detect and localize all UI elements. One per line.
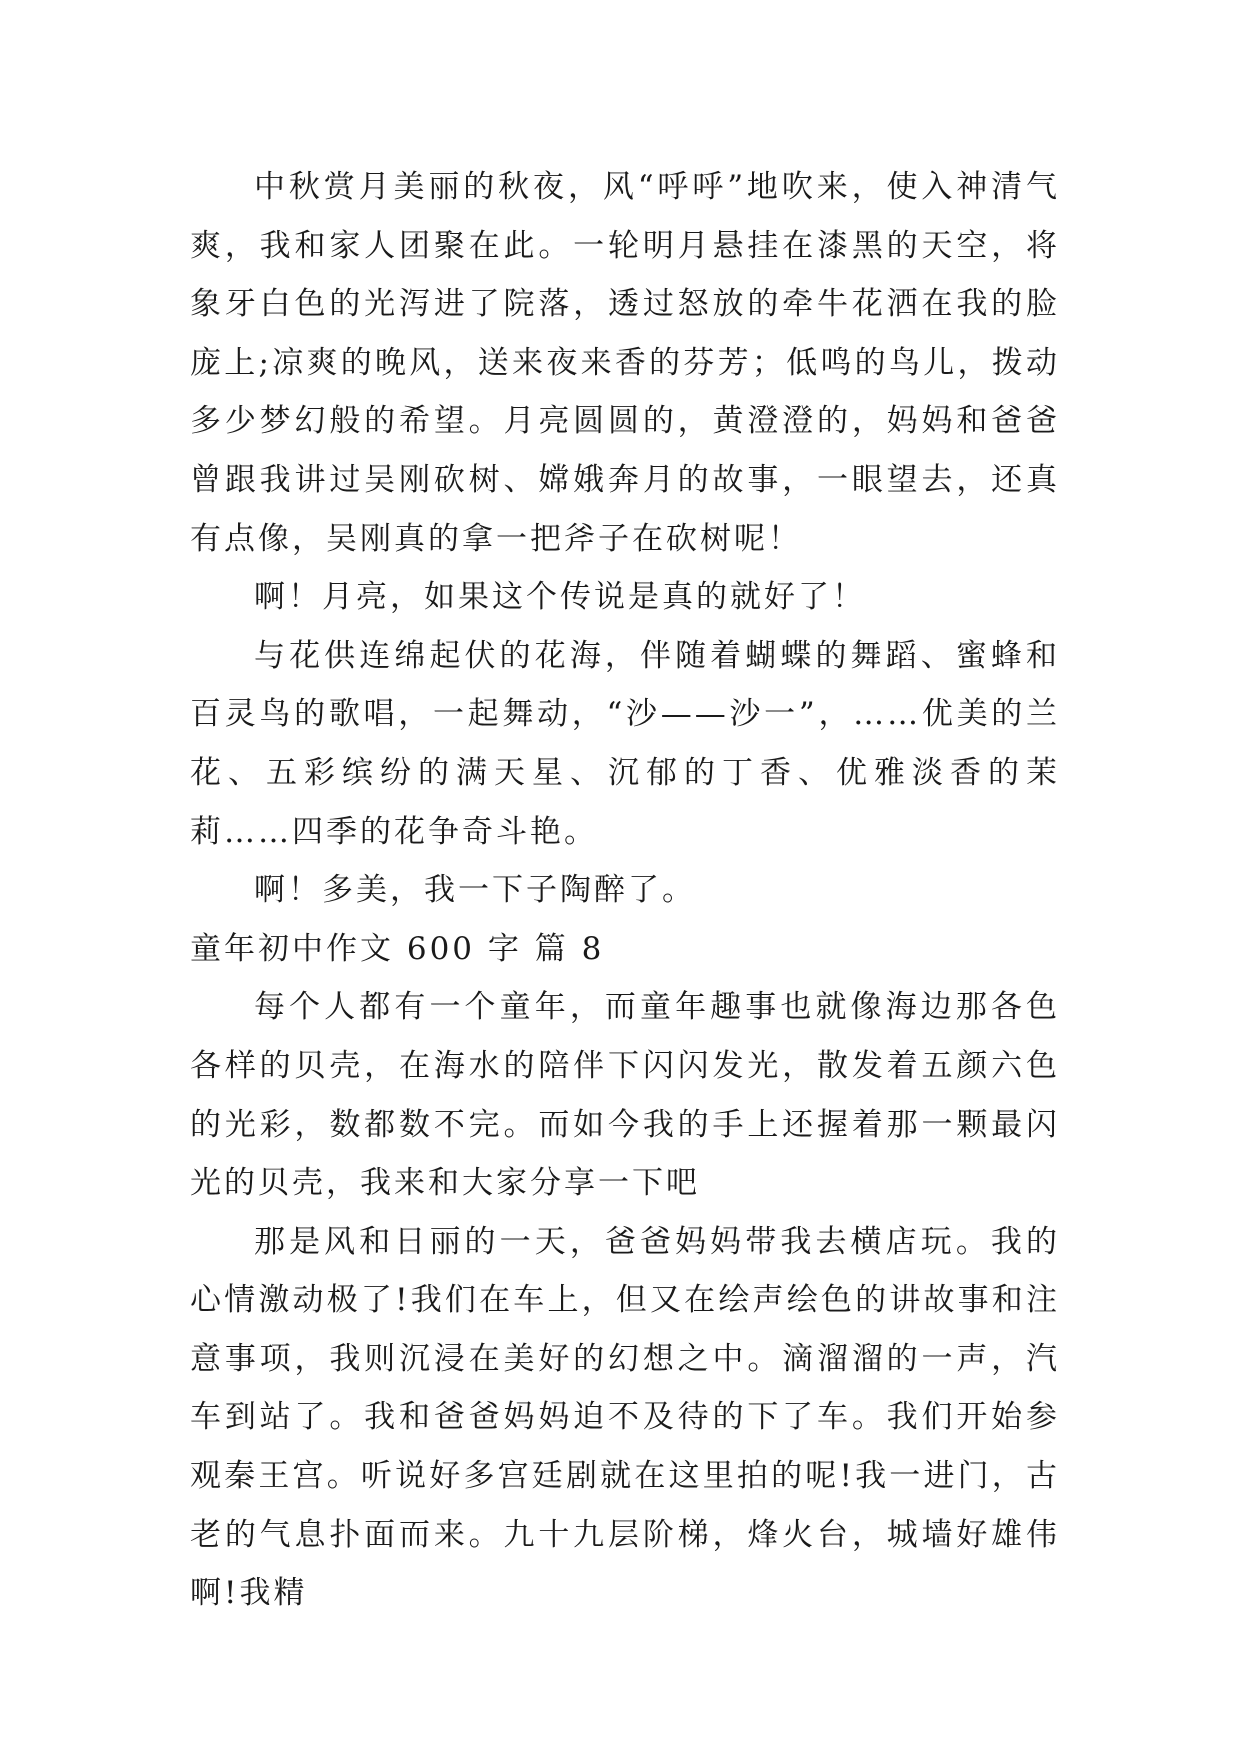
paragraph-moon-festival: 中秋赏月美丽的秋夜，风“呼呼”地吹来，使入神清气爽，我和家人团聚在此。一轮明月悬挂在漆黑的天空，将象牙白色的光泻进了院落，透过怒放的牵牛花洒在我的脸庞上;凉爽的晚风，送来夜来香的芬芳；低鸣的鸟儿，拨动多少梦幻般的希望。月亮圆圆的，黄澄澄的，妈妈和爸爸曾跟我讲过吴刚砍树、嫦娥奔月的故事，一眼望去，还真有点像，吴刚真的拿一把斧子在砍树呢！ <box>190 169 1060 557</box>
paragraph-intoxicated: 啊！多美，我一下子陶醉了。 <box>254 872 696 909</box>
paragraph-moon-legend: 啊！月亮，如果这个传说是真的就好了！ <box>254 579 866 616</box>
section-heading: 童年初中作文 600 字 篇 8 <box>190 930 605 967</box>
paragraph-hengdian-trip: 那是风和日丽的一天，爸爸妈妈带我去横店玩。我的心情激动极了!我们在车上，但又在绘声绘色的讲故事和注意事项，我则沉浸在美好的幻想之中。滴溜溜的一声，汽车到站了。我和爸爸妈妈迫不及待的下了车。我们开始参观秦王宫。听说好多宫廷剧就在这里拍的呢!我一进门，古老的气息扑面而来。九十九层阶梯，烽火台，城墙好雄伟啊!我精 <box>190 1223 1060 1612</box>
paragraph-flower-sea: 与花供连绵起伏的花海，伴随着蝴蝶的舞蹈、蜜蜂和百灵鸟的歌唱，一起舞动，“沙——沙一”，……优美的兰花、五彩缤纷的满天星、沉郁的丁香、优雅淡香的茉莉……四季的花争奇斗艳。 <box>190 637 1060 850</box>
paragraph-childhood-shells: 每个人都有一个童年，而童年趣事也就像海边那各色各样的贝壳，在海水的陪伴下闪闪发光，散发着五颜六色的光彩，数都数不完。而如今我的手上还握着那一颗最闪光的贝壳，我来和大家分享一下吧 <box>190 989 1060 1202</box>
document-page <box>190 158 1060 1623</box>
